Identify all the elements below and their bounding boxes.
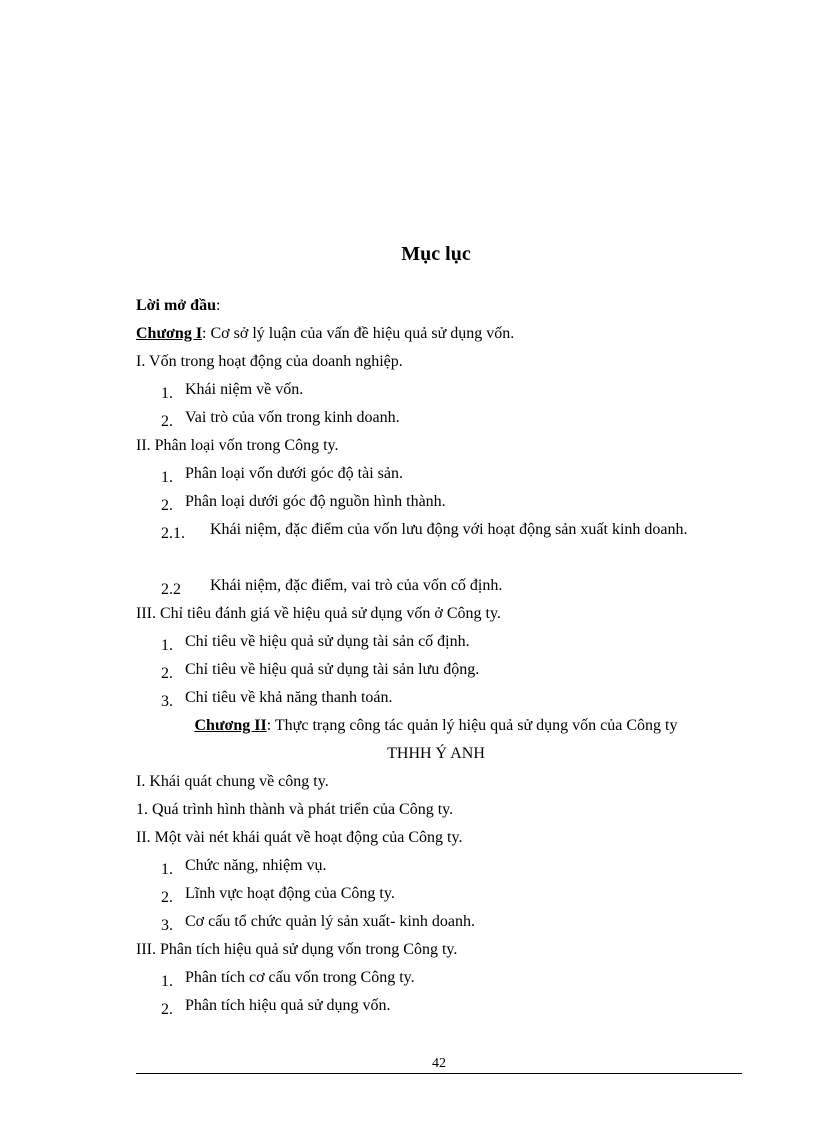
chapter-2-title: : Thực trạng công tác quản lý hiệu quả sử dụng vốn của Công ty [266, 717, 678, 734]
list-item [136, 908, 736, 936]
item-text: Vai trò của vốn trong kinh doanh. [185, 409, 400, 426]
section-heading: I. Vốn trong hoạt động của doanh nghiệp. [136, 353, 403, 370]
intro-heading: Lời mở đầu [136, 297, 216, 314]
item-number: 2.2 [161, 581, 181, 598]
item-number: 3. [161, 917, 173, 934]
item-text: Phân tích hiệu quả sử dụng vốn. [185, 997, 391, 1014]
list-item [136, 460, 736, 488]
item-number: 1. [161, 385, 173, 402]
table-of-contents [136, 292, 736, 1020]
list-subitem [136, 572, 736, 600]
list-item [136, 488, 736, 516]
list-subitem [136, 516, 736, 572]
item-text: Phân loại dưới góc độ nguồn hình thành. [185, 493, 446, 510]
item-text: Khái niệm, đặc điểm của vốn lưu động với hoạt động sản xuất kinh doanh. [210, 521, 688, 538]
section-heading: I. Khái quát chung về công ty. [136, 773, 329, 790]
item-number: 1. [161, 973, 173, 990]
item-number: 2. [161, 665, 173, 682]
item-number: 2.1. [161, 525, 185, 542]
section-heading: II. Phân loại vốn trong Công ty. [136, 437, 339, 454]
page-title: Mục lục [401, 243, 471, 265]
item-text: Chỉ tiêu về hiệu quả sử dụng tài sản cố định. [185, 633, 470, 650]
item-number: 2. [161, 413, 173, 430]
list-item [136, 376, 736, 404]
item-text: Lĩnh vực hoạt động của Công ty. [185, 885, 395, 902]
list-item [136, 656, 736, 684]
item-number: 1. [161, 637, 173, 654]
list-item: 1. Quá trình hình thành và phát triển của Công ty. [136, 801, 454, 818]
item-text: Chức năng, nhiệm vụ. [185, 857, 327, 874]
list-item [136, 852, 736, 880]
item-number: 3. [161, 693, 173, 710]
item-text: Phân loại vốn dưới góc độ tài sản. [185, 465, 403, 482]
item-number: 1. [161, 861, 173, 878]
chapter-1-title: : Cơ sở lý luận của vấn đề hiệu quả sử dụng vốn. [202, 325, 515, 342]
item-text: Khái niệm, đặc điểm, vai trò của vốn cố định. [210, 577, 503, 594]
footer-divider [136, 1073, 742, 1074]
intro-colon: : [215, 297, 221, 314]
section-heading: II. Một vài nét khái quát về hoạt động của Công ty. [136, 829, 463, 846]
list-item [136, 628, 736, 656]
item-number: 2. [161, 889, 173, 906]
item-text: Cơ cấu tổ chức quản lý sản xuất- kinh doanh. [185, 913, 475, 930]
item-number: 2. [161, 1001, 173, 1018]
intro-line [136, 292, 736, 320]
page-number: 42 [432, 1056, 446, 1071]
item-text: Phân tích cơ cấu vốn trong Công ty. [185, 969, 415, 986]
list-item [136, 880, 736, 908]
chapter-2-label: Chương II [194, 717, 267, 734]
chapter-1-label: Chương I [136, 325, 203, 342]
section-heading: III. Phân tích hiệu quả sử dụng vốn trong Công ty. [136, 941, 458, 958]
item-number: 2. [161, 497, 173, 514]
section-heading: III. Chỉ tiêu đánh giá về hiệu quả sử dụng vốn ở Công ty. [136, 605, 501, 622]
item-text: Chỉ tiêu về hiệu quả sử dụng tài sản lưu động. [185, 661, 480, 678]
chapter-2-company: THHH Ý ANH [387, 745, 485, 762]
chapter-2-line [136, 712, 736, 768]
list-item [136, 992, 736, 1020]
list-item [136, 684, 736, 712]
list-item [136, 404, 736, 432]
item-text: Khái niệm về vốn. [185, 381, 304, 398]
list-item [136, 964, 736, 992]
item-number: 1. [161, 469, 173, 486]
item-text: Chỉ tiêu về khả năng thanh toán. [185, 689, 393, 706]
chapter-2-first-line [136, 712, 736, 740]
chapter-1-line [136, 320, 736, 348]
